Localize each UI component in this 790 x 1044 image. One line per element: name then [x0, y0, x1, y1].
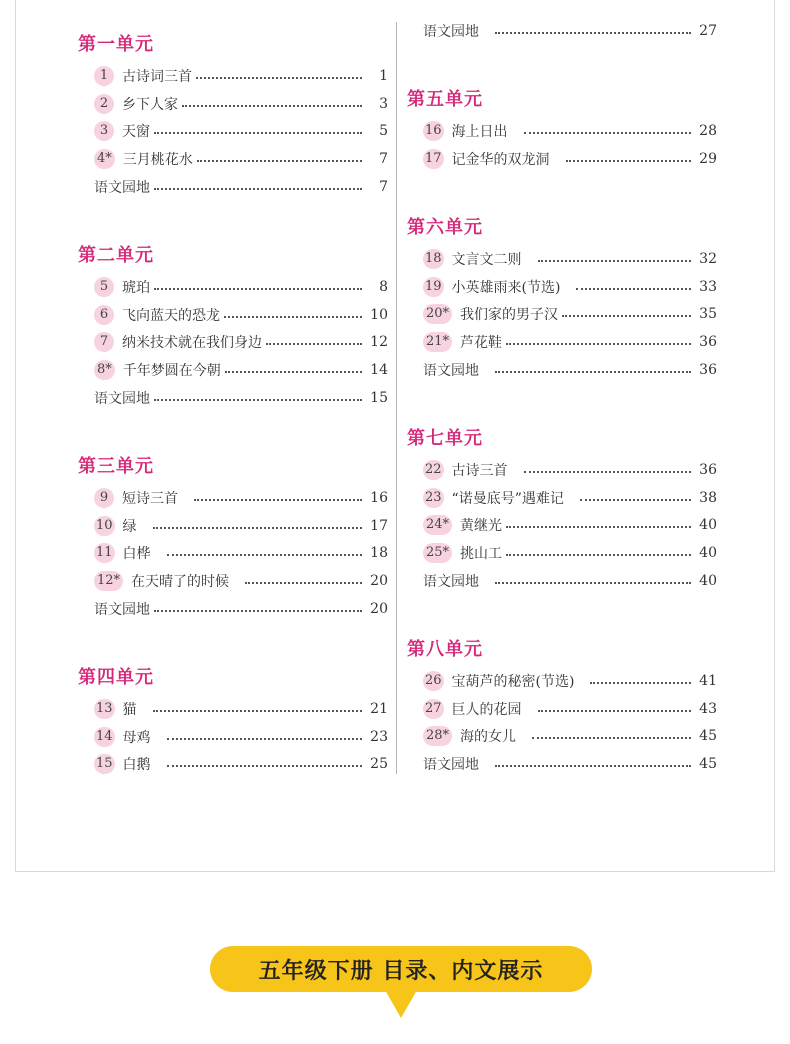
lesson-number: 27	[423, 699, 444, 719]
dot-leader	[224, 316, 362, 318]
dot-leader	[167, 738, 362, 740]
dot-leader	[154, 288, 362, 290]
dot-leader	[532, 737, 691, 739]
page-number: 29	[699, 150, 717, 167]
unit-title: 第八单元	[407, 639, 483, 660]
dot-leader	[197, 160, 362, 162]
unit-title: 第四单元	[78, 667, 154, 688]
lesson-title: 古诗词三首	[122, 69, 192, 85]
unit-title: 第二单元	[78, 245, 154, 266]
toc-entry	[407, 670, 717, 692]
toc-entry	[407, 120, 717, 142]
page-number: 36	[699, 462, 717, 478]
lesson-title: 宝葫芦的秘密(节选)	[451, 674, 575, 690]
page-number: 25	[370, 756, 388, 773]
toc-entry	[407, 725, 717, 747]
toc-entry-garden	[78, 387, 388, 409]
page-number: 17	[370, 517, 388, 534]
lesson-title: 语文园地	[94, 179, 150, 196]
lesson-title: “诺曼底号”遇难记	[451, 490, 564, 507]
page-number: 45	[699, 728, 717, 745]
dot-leader	[182, 105, 362, 107]
toc-entry	[78, 753, 388, 775]
lesson-title: 我们家的男子汉	[460, 307, 559, 324]
toc-entry	[78, 542, 388, 564]
lesson-number: 18	[423, 249, 444, 269]
dot-leader	[524, 132, 691, 134]
unit-title: 第三单元	[78, 456, 154, 477]
dot-leader	[506, 526, 691, 528]
toc-entry	[78, 515, 388, 537]
page-number: 32	[699, 251, 717, 267]
dot-leader	[590, 682, 691, 684]
dot-leader	[566, 160, 691, 162]
page-number: 1	[379, 68, 388, 84]
lesson-title: 小英雄雨来(节选)	[451, 279, 561, 296]
dot-leader	[495, 32, 691, 34]
dot-leader	[495, 371, 691, 373]
page-number: 36	[699, 361, 717, 378]
lesson-title: 白桦	[122, 546, 151, 563]
lesson-title: 语文园地	[423, 757, 479, 774]
lesson-title: 语文园地	[94, 390, 150, 407]
page-number: 43	[699, 700, 717, 717]
lesson-number: 15	[94, 754, 115, 774]
lesson-number: 22	[423, 460, 444, 480]
dot-leader	[266, 343, 362, 345]
lesson-number: 10	[94, 516, 115, 536]
lesson-number: 17	[423, 149, 444, 169]
page-number: 18	[370, 545, 388, 562]
lesson-title: 三月桃花水	[122, 152, 193, 169]
dot-leader	[167, 554, 362, 556]
banner	[210, 946, 592, 992]
toc-entry-garden	[407, 359, 717, 381]
lesson-number: 8*	[94, 360, 115, 380]
toc-entry	[407, 487, 717, 509]
lesson-title: 黄继光	[460, 518, 503, 535]
page-number: 28	[699, 123, 717, 139]
dot-leader	[154, 132, 362, 134]
page-number: 36	[699, 334, 717, 351]
page-number: 12	[370, 334, 388, 351]
page-number: 33	[699, 278, 717, 295]
toc-entry	[78, 304, 388, 326]
lesson-title: 巨人的花园	[451, 701, 522, 718]
unit-title: 第六单元	[407, 217, 483, 238]
page-number: 41	[699, 673, 717, 689]
dot-leader	[153, 710, 362, 712]
toc-entry	[78, 698, 388, 720]
page-number: 7	[379, 151, 388, 168]
unit-title: 第一单元	[78, 34, 154, 55]
toc-entry	[78, 359, 388, 381]
lesson-number: 4*	[94, 149, 115, 169]
toc-entry-garden	[407, 570, 717, 592]
dot-leader	[194, 499, 362, 501]
dot-leader	[576, 288, 691, 290]
lesson-title: 短诗三首	[122, 491, 178, 507]
dot-leader	[562, 315, 691, 317]
toc-entry	[78, 65, 388, 87]
toc-entry	[78, 148, 388, 170]
page-number: 20	[370, 573, 388, 590]
banner-text: 五年级下册 目录、内文展示	[258, 958, 544, 984]
dot-leader	[167, 765, 362, 767]
lesson-title: 母鸡	[122, 729, 151, 746]
page-number: 35	[699, 306, 717, 323]
page-number: 40	[699, 545, 717, 562]
dot-leader	[154, 399, 362, 401]
lesson-number: 12*	[94, 571, 123, 591]
toc-entry	[407, 542, 717, 564]
toc-entry	[78, 276, 388, 298]
lesson-title: 猫	[122, 702, 137, 718]
lesson-number: 21*	[423, 332, 452, 352]
lesson-number: 11	[94, 543, 115, 563]
lesson-title: 语文园地	[423, 362, 479, 379]
lesson-title: 在天晴了的时候	[131, 574, 230, 591]
lesson-title: 乡下人家	[122, 96, 178, 113]
toc-entry	[78, 120, 388, 142]
lesson-number: 16	[423, 121, 444, 141]
lesson-number: 26	[423, 671, 444, 691]
dot-leader	[154, 610, 362, 612]
lesson-title: 语文园地	[423, 573, 479, 590]
lesson-title: 纳米技术就在我们身边	[122, 335, 262, 352]
lesson-number: 7	[94, 332, 114, 352]
lesson-title: 挑山工	[460, 546, 503, 563]
lesson-title: 芦花鞋	[460, 335, 503, 352]
toc-entry	[407, 303, 717, 325]
lesson-number: 5	[94, 277, 114, 297]
page-number: 10	[370, 306, 388, 323]
lesson-title: 语文园地	[94, 601, 150, 618]
lesson-number: 9	[94, 488, 114, 508]
dot-leader	[506, 554, 691, 556]
page-number: 8	[379, 279, 388, 295]
toc-entry	[407, 331, 717, 353]
toc-entry	[78, 726, 388, 748]
toc-entry	[407, 248, 717, 270]
page-number: 40	[699, 572, 717, 589]
dot-leader	[538, 710, 691, 712]
toc-entry-garden	[407, 20, 717, 42]
page-number: 7	[379, 178, 388, 195]
lesson-number: 14	[94, 727, 115, 747]
page-number: 27	[699, 23, 717, 39]
lesson-title: 语文园地	[423, 24, 479, 40]
unit-title: 第七单元	[407, 428, 483, 449]
toc-entry	[78, 487, 388, 509]
page-number: 23	[370, 728, 388, 745]
lesson-title: 琥珀	[122, 280, 150, 296]
page-number: 45	[699, 756, 717, 773]
dot-leader	[580, 499, 691, 501]
page-number: 14	[370, 362, 388, 379]
lesson-title: 海的女儿	[460, 729, 517, 746]
page-number: 16	[370, 490, 388, 506]
lesson-title: 绿	[122, 518, 137, 535]
toc-entry	[407, 148, 717, 170]
banner-pointer-icon	[385, 990, 417, 1018]
lesson-title: 白鹅	[122, 757, 151, 774]
lesson-number: 20*	[423, 304, 452, 324]
dot-leader	[495, 582, 691, 584]
toc-entry	[407, 276, 717, 298]
page-number: 40	[699, 517, 717, 534]
lesson-number: 6	[94, 305, 114, 325]
page-number: 20	[370, 600, 388, 617]
dot-leader	[154, 188, 362, 190]
lesson-title: 千年梦圆在今朝	[122, 363, 221, 380]
dot-leader	[538, 260, 691, 262]
dot-leader	[506, 343, 691, 345]
toc-entry	[407, 698, 717, 720]
unit-title: 第五单元	[407, 89, 483, 110]
toc-entry	[78, 570, 388, 592]
page-number: 38	[699, 489, 717, 506]
lesson-title: 飞向蓝天的恐龙	[122, 307, 220, 324]
lesson-number: 2	[94, 94, 114, 114]
toc-entry-garden	[78, 176, 388, 198]
lesson-number: 13	[94, 699, 115, 719]
lesson-number: 1	[94, 66, 114, 86]
column-divider	[396, 22, 397, 774]
page-number: 21	[370, 701, 388, 717]
page-number: 15	[370, 389, 388, 406]
dot-leader	[153, 527, 362, 529]
dot-leader	[225, 371, 362, 373]
lesson-title: 文言文二则	[451, 252, 522, 268]
toc-entry	[78, 331, 388, 353]
lesson-number: 28*	[423, 726, 452, 746]
page-number: 3	[379, 95, 388, 112]
lesson-number: 24*	[423, 515, 452, 535]
lesson-number: 25*	[423, 543, 452, 563]
toc-entry	[407, 459, 717, 481]
page-number: 5	[379, 123, 388, 140]
dot-leader	[524, 471, 691, 473]
toc-entry-garden	[407, 753, 717, 775]
lesson-title: 记金华的双龙洞	[451, 151, 550, 168]
lesson-title: 古诗三首	[451, 463, 508, 479]
toc-entry-garden	[78, 598, 388, 620]
lesson-title: 海上日出	[451, 124, 508, 140]
toc-entry	[407, 514, 717, 536]
toc-entry	[78, 93, 388, 115]
lesson-number: 3	[94, 121, 114, 141]
dot-leader	[196, 77, 362, 79]
lesson-number: 23	[423, 488, 444, 508]
lesson-title: 天窗	[122, 124, 150, 141]
dot-leader	[495, 765, 691, 767]
lesson-number: 19	[423, 277, 444, 297]
dot-leader	[245, 582, 362, 584]
